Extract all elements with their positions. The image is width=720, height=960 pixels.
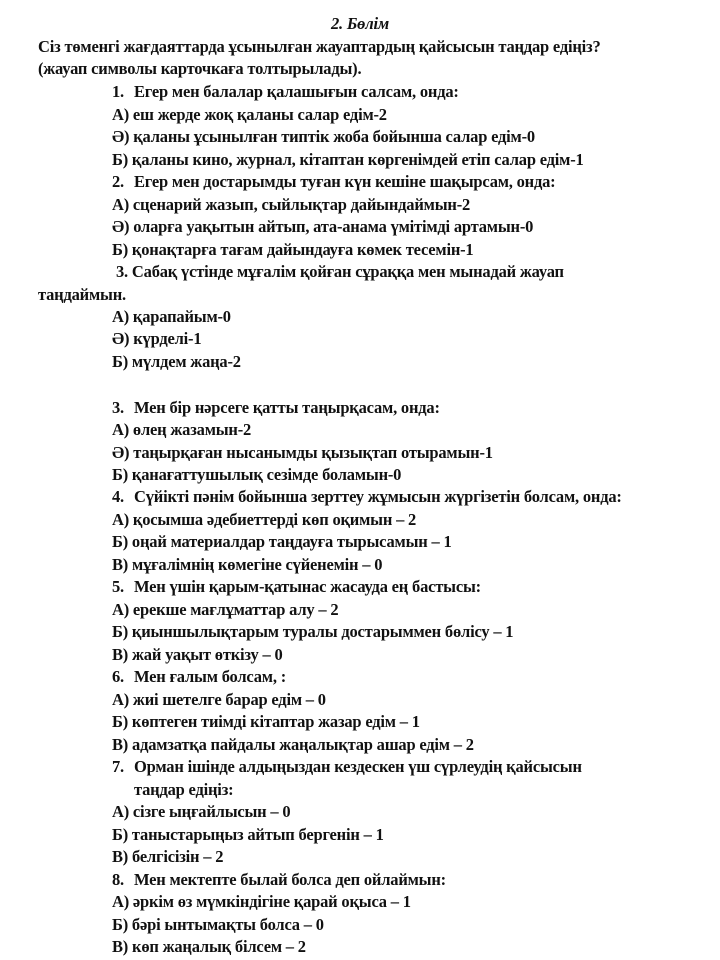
option: Б) көптеген тиімді кітаптар жазар едім – 1 [112,712,420,731]
question-text: Мен мектепте былай болса деп ойлаймын: [134,870,446,889]
question-text: Мен ғалым болсам, : [134,667,286,686]
option: В) адамзатқа пайдалы жаңалықтар ашар едім – 2 [112,735,474,754]
question-text: Мен үшін қарым-қатынас жасауда ең бастысы: [134,577,481,596]
question-3a [116,262,564,282]
option: Ә) таңырқаған нысанымды қызықтап отырамын-1 [112,443,493,462]
option: Б) қанағаттушылық сезімде боламын-0 [112,465,402,484]
intro-line-2: (жауап символы карточкаға толтырылады). [38,59,362,78]
option: Ә) күрделі-1 [112,329,202,348]
question-5 [112,577,481,597]
question-number: 3. [112,398,124,417]
option: А) жиі шетелге барар едім – 0 [112,690,326,709]
question-text: Сабақ үстінде мұғалім қойған сұраққа мен мынадай жауап [131,262,564,281]
question-number: 8. [112,870,124,889]
option: В) мұғалімнің көмегіне сүйенемін – 0 [112,555,383,574]
question-text-continuation: таңдаймын. [38,285,126,304]
option: А) әркім өз мүмкіндігіне қарай оқыса – 1 [112,892,411,911]
option: В) көп жаңалық білсем – 2 [112,937,306,956]
question-4 [112,487,622,507]
option: Ә) оларға уақытын айтып, ата-анама үмітімді артамын-0 [112,217,534,236]
option: А) қосымша әдебиеттерді көп оқимын – 2 [112,510,417,529]
question-text-continuation: таңдар едіңіз: [134,780,234,799]
option: Ә) қаланы ұсынылған типтік жоба бойынша салар едім-0 [112,127,535,146]
question-number: 3. [116,262,128,281]
option: Б) таныстарыңыз айтып бергенін – 1 [112,825,384,844]
question-number: 2. [112,172,124,191]
option: А) сізге ыңғайлысын – 0 [112,802,291,821]
option: А) сценарий жазып, сыйлықтар дайындаймын-2 [112,195,471,214]
question-number: 1. [112,82,124,101]
question-2 [112,172,555,192]
question-number: 7. [112,757,124,776]
question-number: 6. [112,667,124,686]
option: А) қарапайым-0 [112,307,231,326]
option: Б) оңай материалдар таңдауға тырысамын – 1 [112,532,452,551]
option: Б) қонақтарға тағам дайындауға көмек тесемін-1 [112,240,474,259]
question-6 [112,667,286,687]
question-3b [112,398,440,418]
option: А) өлең жазамын-2 [112,420,252,439]
question-text: Орман ішінде алдыңыздан кездескен үш сүрлеудің қайсысын [134,757,582,776]
question-7 [112,757,582,777]
intro-line-1: Сіз төменгі жағдаяттарда ұсынылған жауаптардың қайсысын таңдар едіңіз? [38,37,601,56]
question-text: Егер мен балалар қалашығын салсам, онда: [134,82,459,101]
question-number: 4. [112,487,124,506]
question-text: Егер мен достарымды туған күн кешіне шақырсам, онда: [134,172,556,191]
option: А) ерекше мағлұматтар алу – 2 [112,600,339,619]
question-8 [112,870,446,890]
question-number: 5. [112,577,124,596]
option: Б) бәрі ынтымақты болса – 0 [112,915,324,934]
question-text: Сүйікті пәнім бойынша зерттеу жұмысын жүргізетін болсам, онда: [134,487,622,506]
option: Б) қаланы кино, журнал, кітаптан көргенімдей етіп салар едім-1 [112,150,584,169]
option: Б) мүлдем жаңа-2 [112,352,241,371]
option: Б) қиыншылықтарым туралы достарыммен бөлісу – 1 [112,622,514,641]
question-1 [112,82,459,102]
option: А) еш жерде жоқ қаланы салар едім-2 [112,105,387,124]
option: В) жай уақыт өткізу – 0 [112,645,283,664]
section-title: 2. Бөлім [331,14,389,33]
question-text: Мен бір нәрсеге қатты таңырқасам, онда: [134,398,440,417]
option: В) белгісізін – 2 [112,847,224,866]
